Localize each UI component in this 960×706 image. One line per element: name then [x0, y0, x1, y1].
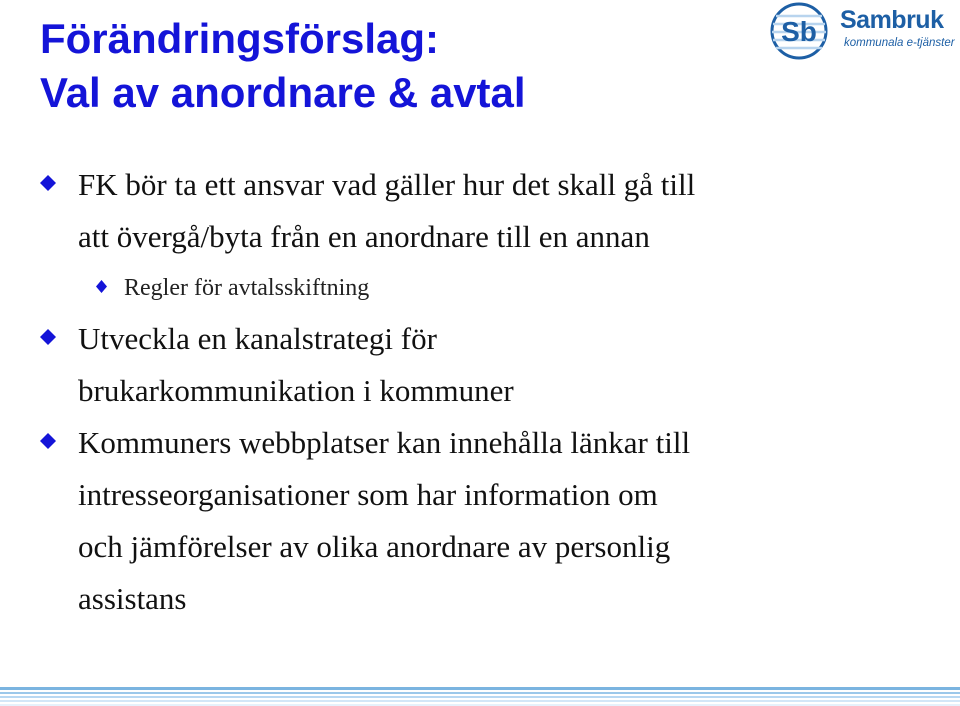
- bullet-2-line-1: Utveckla en kanalstrategi för: [78, 321, 437, 356]
- bullet-1-line-2: att övergå/byta från en anordnare till en annan: [78, 219, 650, 254]
- bullet-item-1: [40, 159, 920, 263]
- bullet-list: [40, 159, 920, 625]
- logo-tagline: kommunala e-tjänster: [844, 37, 955, 49]
- bullet-1-line-1: FK bör ta ett ansvar vad gäller hur det skall gå till: [78, 167, 696, 202]
- bullet-2-line-2: brukarkommunikation i kommuner: [78, 373, 514, 408]
- sub-bullet-1-text: Regler för avtalsskiftning: [124, 275, 370, 301]
- bullet-3-line-2: intresseorganisationer som har information om: [78, 477, 658, 512]
- footer-stripes: [0, 687, 960, 706]
- diamond-bullet-icon: [40, 433, 56, 449]
- logo-name: Sambruk: [840, 6, 944, 34]
- bullet-3-line-1: Kommuners webbplatser kan innehålla länkar till: [78, 425, 691, 460]
- bullet-3-line-4: assistans: [78, 581, 187, 616]
- diamond-bullet-icon: [40, 175, 56, 191]
- slide-title: [40, 12, 526, 120]
- sambruk-logo-icon: [770, 2, 828, 60]
- logo-mark-text: Sb: [781, 16, 817, 47]
- bullet-3-line-3: och jämförelser av olika anordnare av personlig: [78, 529, 671, 564]
- bullet-item-2: [40, 313, 920, 417]
- diamond-bullet-icon: [40, 329, 56, 345]
- slide-title-line-1: Förändringsförslag:: [40, 15, 440, 62]
- slide-title-line-2: Val av anordnare & avtal: [40, 69, 526, 116]
- sambruk-logo: [770, 2, 955, 60]
- small-diamond-bullet-icon: [96, 280, 107, 293]
- sub-bullet-item-1: [40, 263, 920, 313]
- bullet-item-3: [40, 417, 920, 625]
